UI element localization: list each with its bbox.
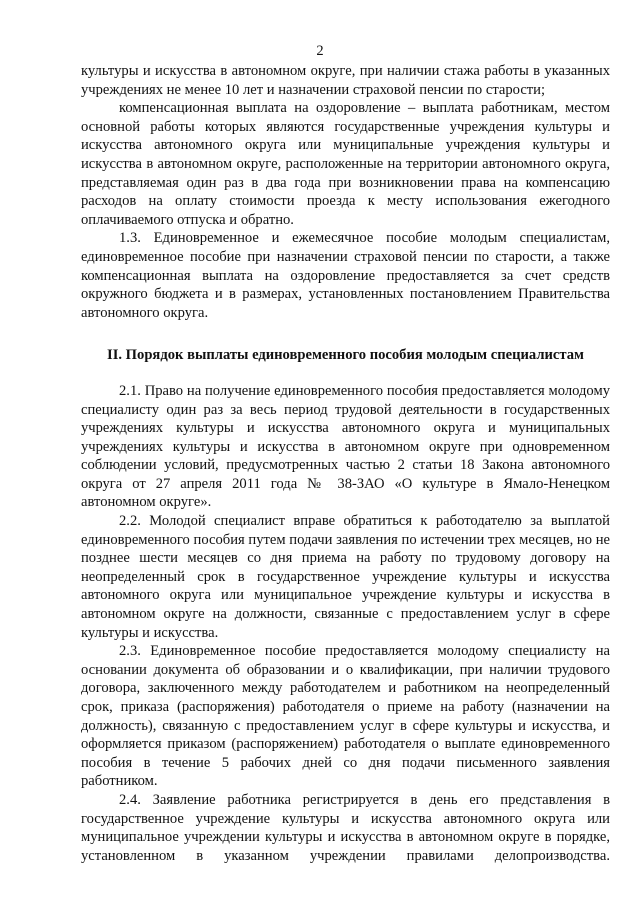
paragraph-continuation: культуры и искусства в автономном округе, при наличии стажа работы в указанных учреждениях не менее 10 лет и назначении страховой пенсии по старости; xyxy=(81,63,610,98)
section-heading: II. Порядок выплаты единовременного пособия молодым специалистам xyxy=(107,347,584,364)
paragraph-2-1: 2.1. Право на получение единовременного пособия предоставляется молодому специалисту один раз за весь период трудовой деятельности в государственных учреждениях культуры и искусства автономного округа и муниципальных учреждениях культуры и искусства в автономном округе при одновременном соблюдении условий, предусмотренных частью 2 статьи 18 Закона автономного округа от 27 апреля 2011 года № 38-ЗАО «О культуре в Ямало-Ненецком автономном округе». xyxy=(81,382,610,511)
paragraph-1-3: 1.3. Единовременное и ежемесячное пособие молодым специалистам, единовременное пособие при назначении страховой пенсии по старости, а также компенсационная выплата на оздоровление предоставляется за счет средств окружного бюджета и в размерах, установленных постановлением Правительства автономного округа. xyxy=(81,230,610,321)
paragraph-compensation-definition: компенсационная выплата на оздоровление – выплата работникам, местом основной работы которых являются государственные учреждения культуры и искусства автономного округа или муниципальные учреждения культуры и искусства в автономном округе, расположенные на территории автономного округа, представляемая один раз в два года при возникновении права на компенсацию расходов на оплату стоимости проезда к месту использования ежегодного оплачиваемого отпуска и обратно. xyxy=(81,100,610,228)
page-number: 2 xyxy=(316,43,324,59)
document-body xyxy=(81,62,610,865)
paragraph-2-2: 2.2. Молодой специалист вправе обратиться к работодателю за выплатой единовременного пособия путем подачи заявления по истечении трех месяцев, но не позднее шести месяцев со дня приема на работу по трудовому договору на неопределенный срок в государственное учреждение культуры и искусства автономного округа или муниципальное учреждение культуры и искусства в автономном округе на должности, связанные с предоставлением услуг в сфере культуры и искусства. xyxy=(81,513,610,641)
paragraph-2-3: 2.3. Единовременное пособие предоставляется молодому специалисту на основании документа об образовании и о квалификации, при наличии трудового договора, заключенного между работодателем и работником на неопределенный срок, приказа (распоряжения) работодателя о приеме на работу (назначении на должность), связанную с предоставлением услуг в сфере культуры и искусства, и оформляется приказом (распоряжением) работодателя о выплате единовременного пособия в течение 5 рабочих дней со дня подачи письменного заявления работником. xyxy=(81,643,610,790)
paragraph-2-4: 2.4. Заявление работника регистрируется в день его представления в государственное учреждение культуры и искусства автономного округа или муниципальное учреждении культуры и искусства в автономном округе в порядке, установленном в указанном учреждении правилами делопроизводства. xyxy=(81,791,610,864)
